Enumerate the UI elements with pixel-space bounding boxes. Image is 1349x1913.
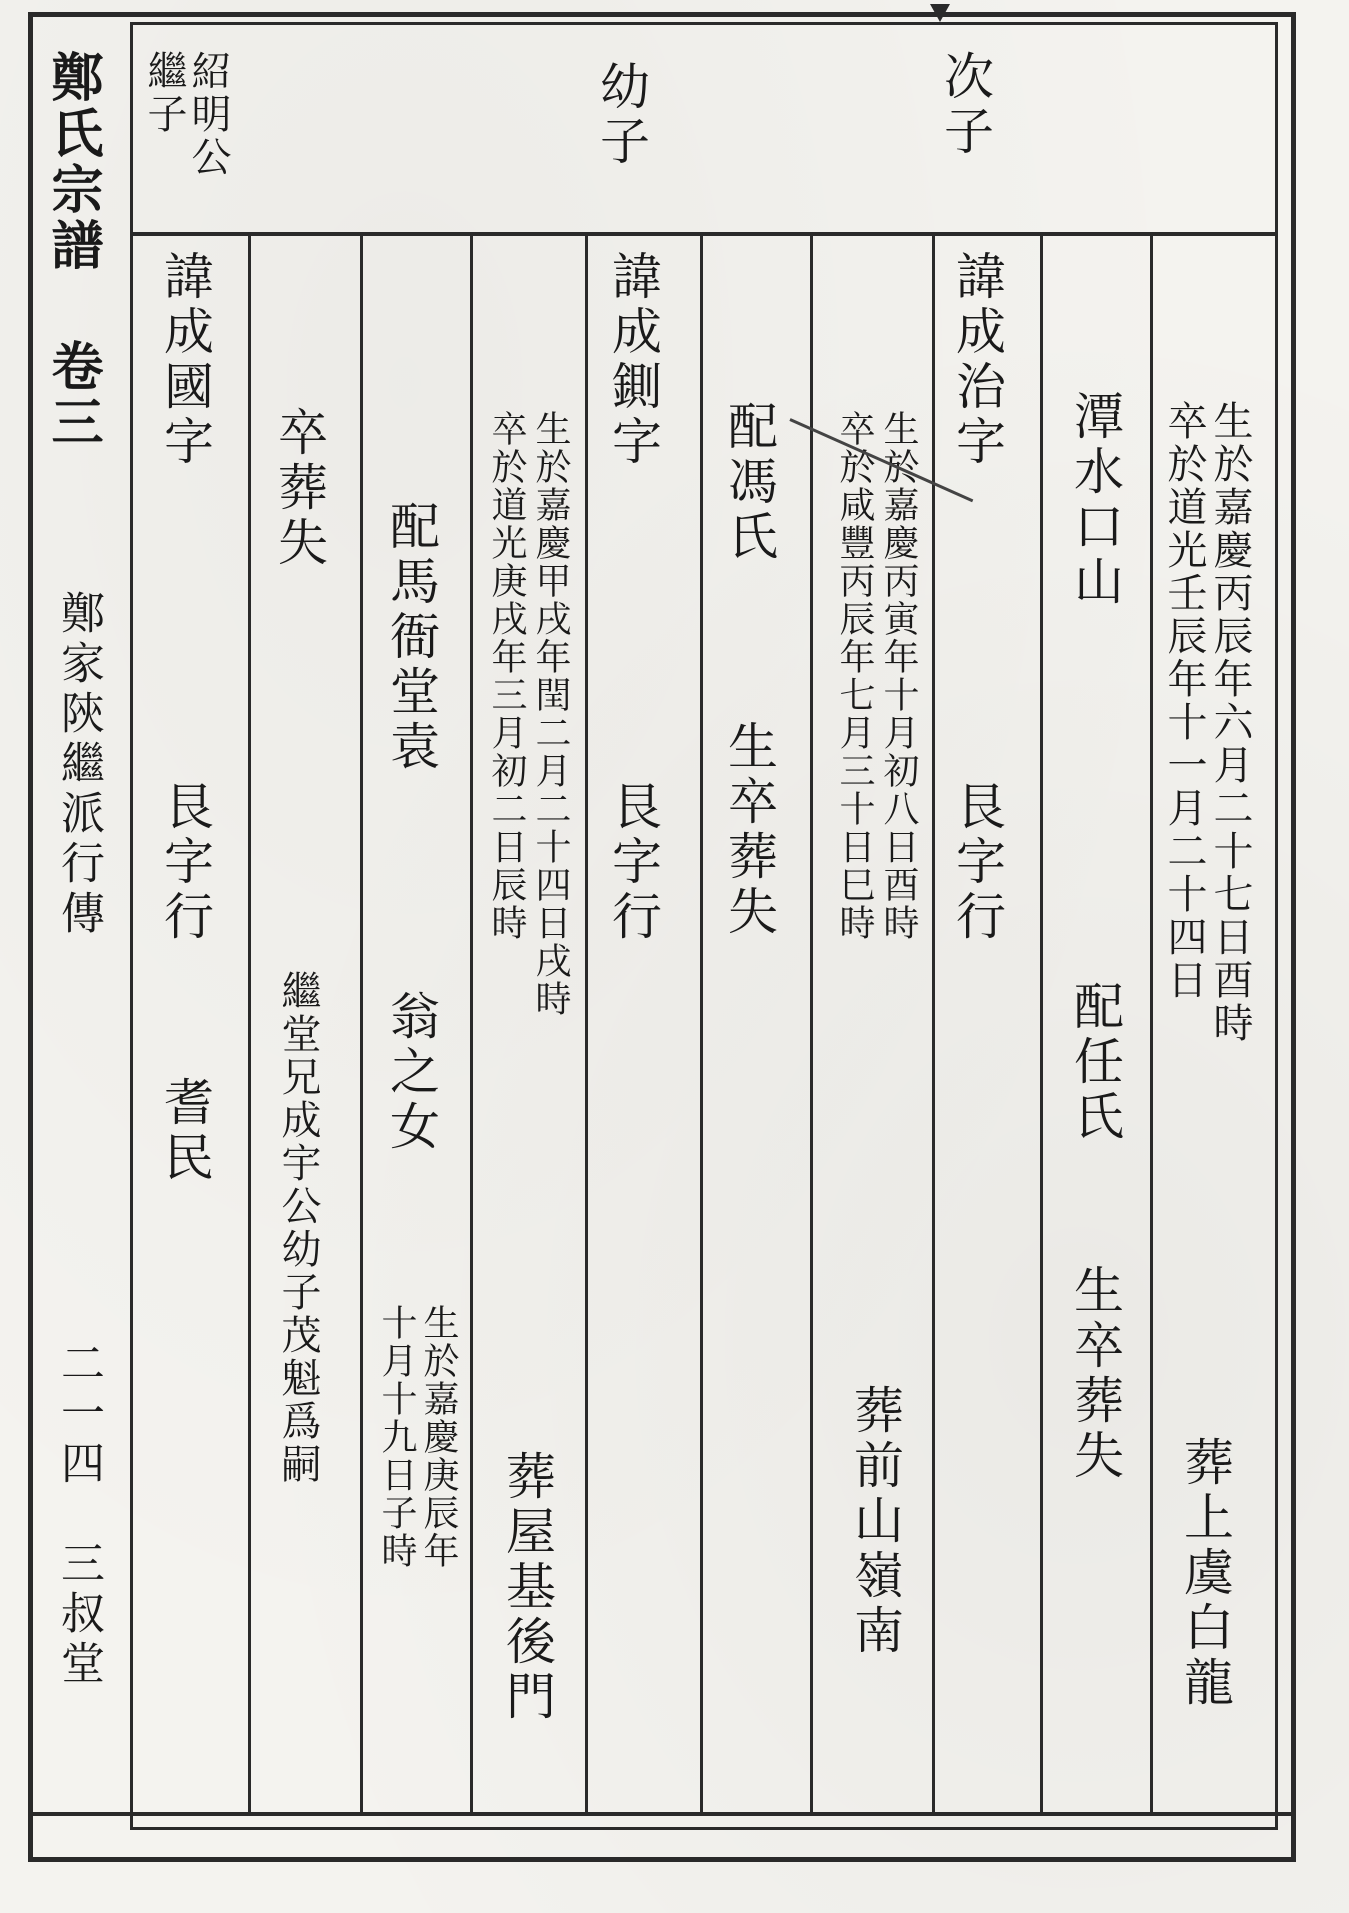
burial-record: 葬上虞白龍 xyxy=(1176,1436,1234,1711)
burial-record: 葬屋基後門 xyxy=(498,1450,556,1725)
generation-name: 艮字行 xyxy=(156,780,214,945)
spouse-record: 生卒葬失 xyxy=(1066,1264,1124,1484)
column-divider xyxy=(470,236,473,1816)
title-honorific: 耆民 xyxy=(156,1076,214,1186)
column-divider xyxy=(810,236,813,1816)
inner-border xyxy=(130,22,1278,1830)
death-burial-note: 卒葬失 xyxy=(270,406,328,571)
spouse-name: 配馮氏 xyxy=(720,400,778,565)
spouse-birth-year: 生於嘉慶庚辰年 xyxy=(418,1304,459,1570)
column-divider xyxy=(1150,236,1153,1816)
section-title: 鄭家陝繼派行傳 xyxy=(53,590,104,940)
column-divider xyxy=(700,236,703,1816)
death-record: 卒於道光壬辰年十一月二十四日 xyxy=(1161,400,1207,1002)
fish-tail-mark xyxy=(930,4,950,22)
top-label-shao-ming: 紹明公 xyxy=(185,50,231,179)
person-name: 諱成鍘字 xyxy=(604,250,662,470)
spouse-birth-date: 十月十九日子時 xyxy=(376,1304,417,1570)
top-label-ci-zi: 次子 xyxy=(936,50,994,160)
adoption-note: 繼堂兄成宇公幼子茂魁爲嗣 xyxy=(275,970,321,1486)
generation-name: 艮字行 xyxy=(604,780,662,945)
death-record: 卒於咸豐丙辰年七月三十日巳時 xyxy=(834,410,875,942)
burial-place: 潭水口山 xyxy=(1066,390,1124,610)
person-name: 諱成國字 xyxy=(156,250,214,470)
spouse-name: 配馬衙堂袁 xyxy=(382,500,440,775)
generation-name: 艮字行 xyxy=(948,780,1006,945)
column-divider xyxy=(248,236,251,1816)
top-label-you-zi: 幼子 xyxy=(592,60,650,170)
top-label-ji-zi: 繼子 xyxy=(141,50,187,136)
birth-record: 生於嘉慶丙寅年十月初八日酉時 xyxy=(878,410,919,942)
book-title: 鄭氏宗譜 卷三 xyxy=(42,50,103,451)
burial-record: 葬前山嶺南 xyxy=(846,1384,904,1659)
person-name: 諱成治字 xyxy=(948,250,1006,470)
spouse-name: 配任氏 xyxy=(1066,980,1124,1145)
birth-record: 生於嘉慶甲戌年閏二月二十四日戌時 xyxy=(530,410,571,1018)
spouse-record: 生卒葬失 xyxy=(720,720,778,940)
column-divider xyxy=(360,236,363,1816)
column-divider xyxy=(585,236,588,1816)
page-number: 二一四 xyxy=(53,1340,104,1490)
birth-record: 生於嘉慶丙辰年六月二十七日酉時 xyxy=(1207,400,1253,1045)
hall-name: 三叔堂 xyxy=(53,1540,104,1690)
column-divider xyxy=(1040,236,1043,1816)
bottom-rule xyxy=(28,1812,1296,1816)
top-register-divider xyxy=(130,232,1278,236)
death-record: 卒於道光庚戌年三月初二日辰時 xyxy=(486,410,527,942)
column-divider xyxy=(932,236,935,1816)
spouse-origin: 翁之女 xyxy=(382,990,440,1155)
